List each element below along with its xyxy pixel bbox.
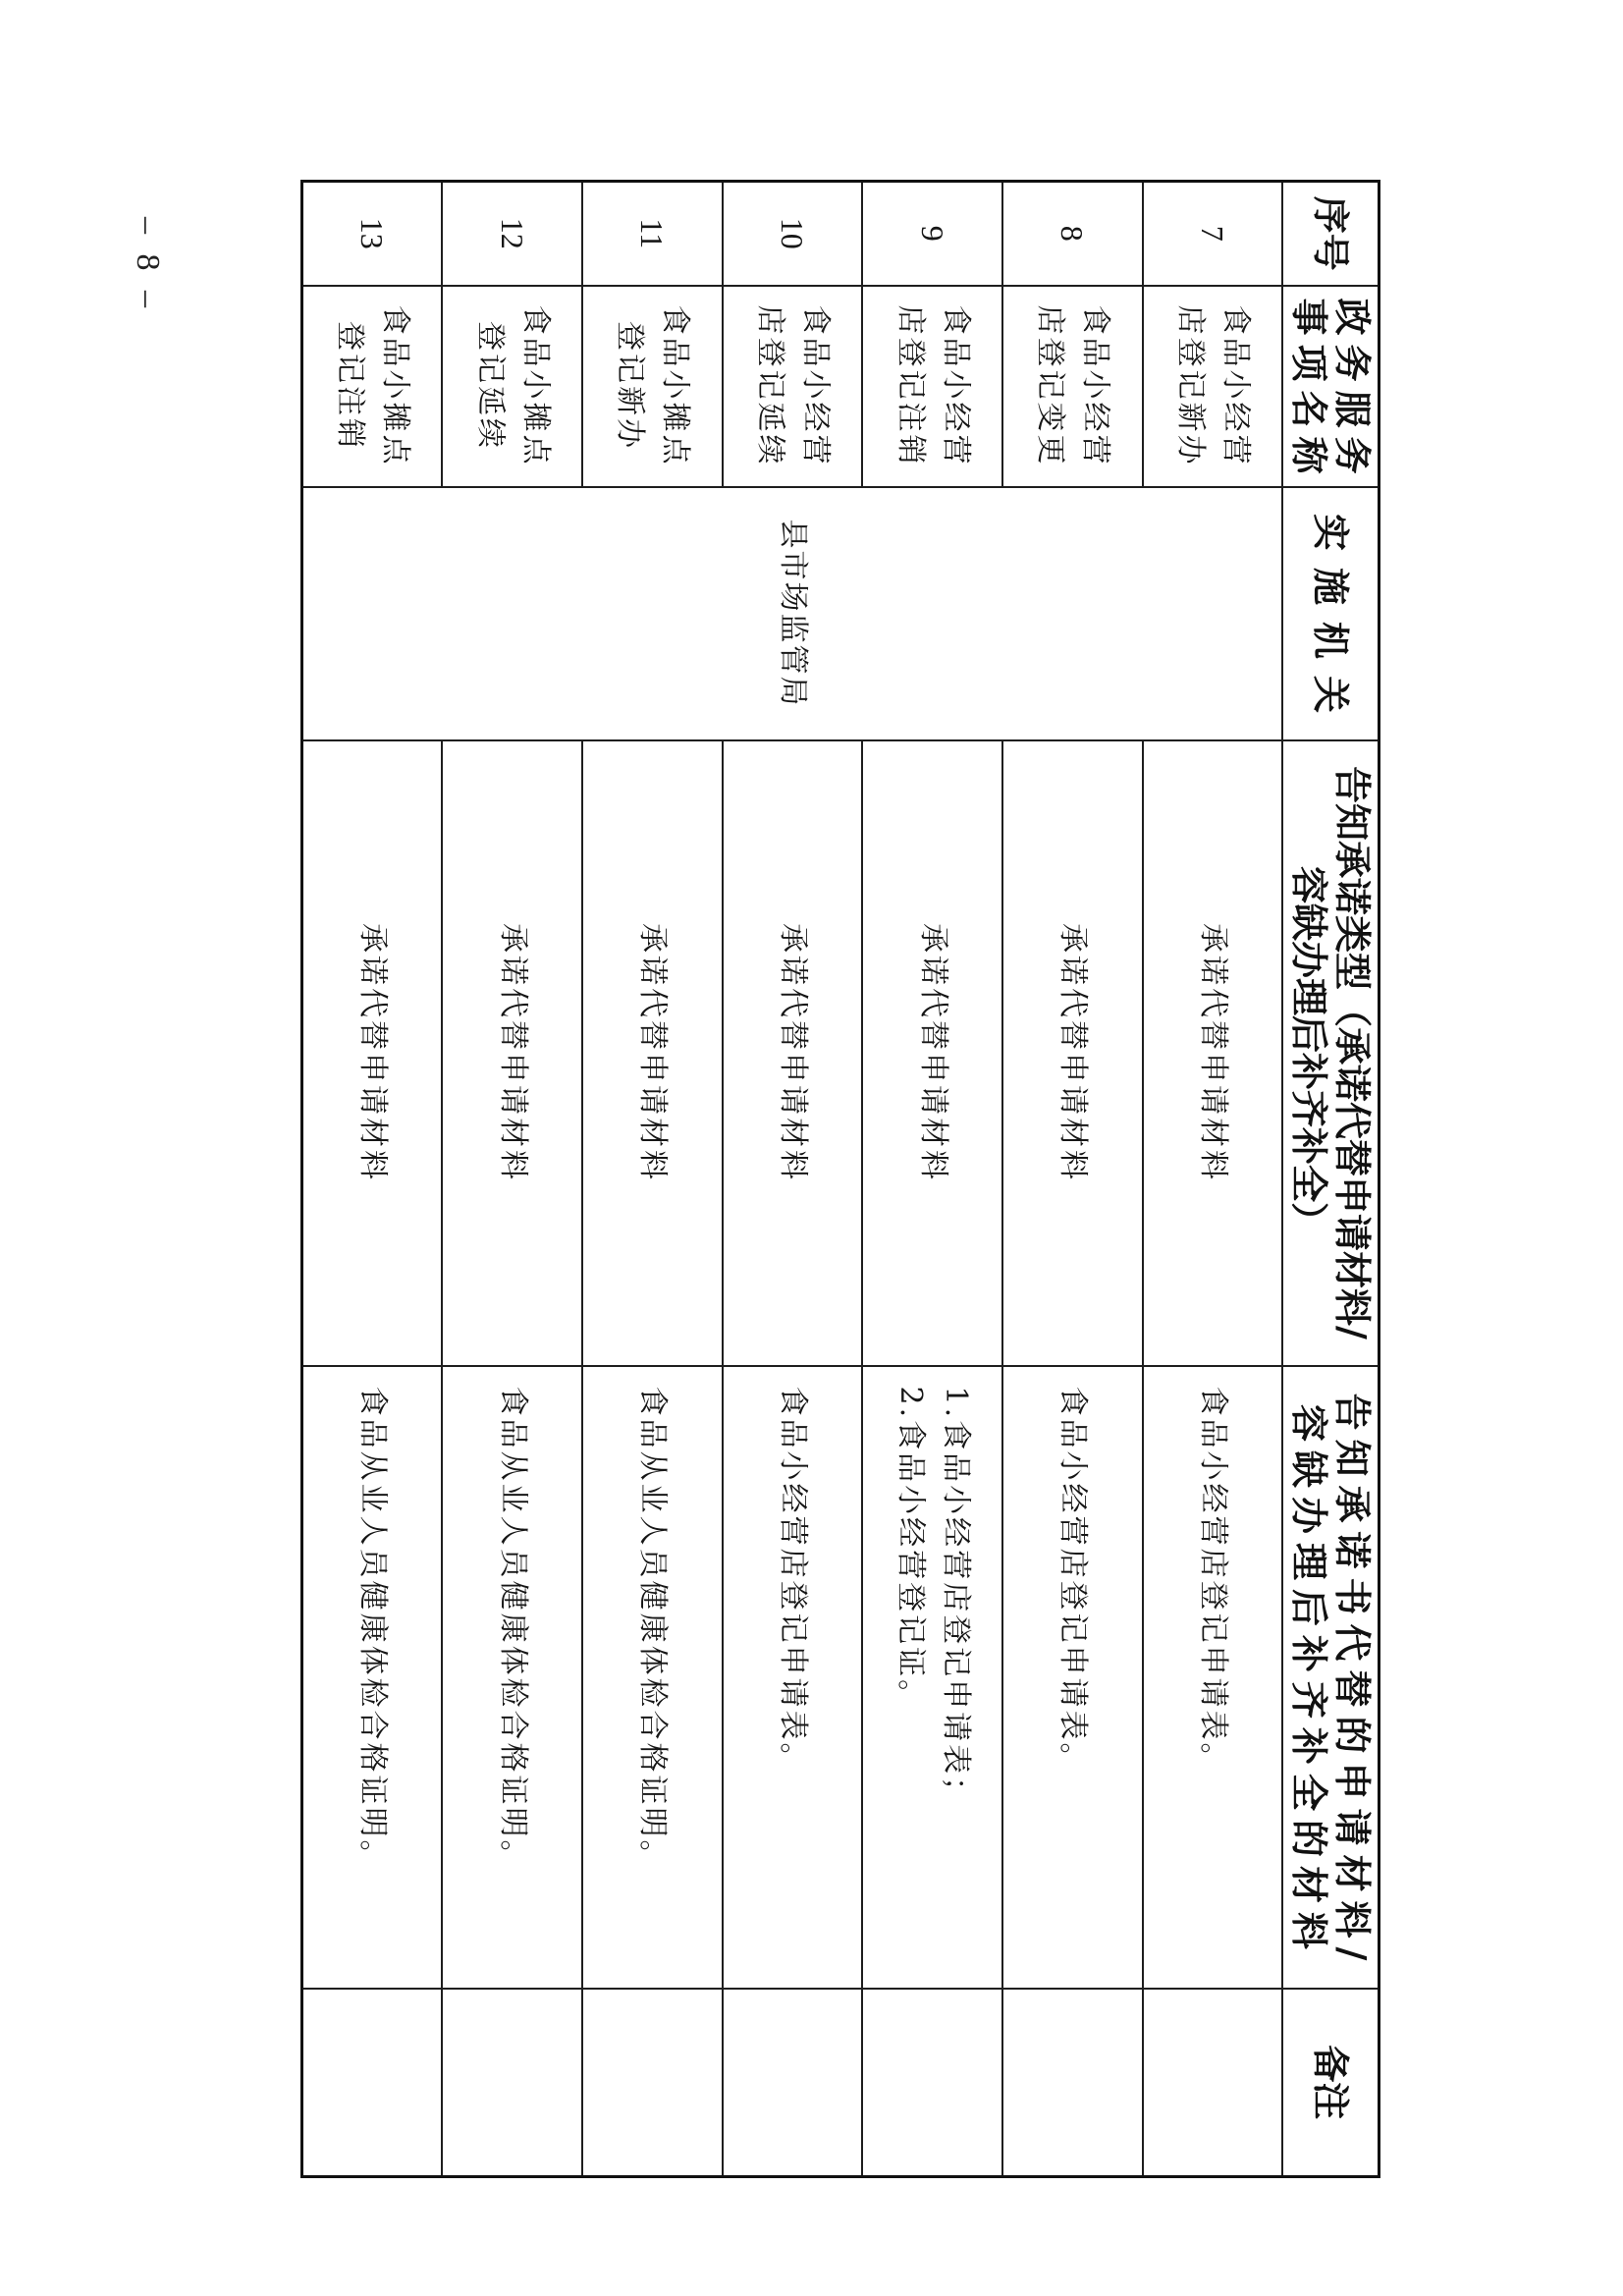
materials-cell — [723, 1366, 863, 1989]
commitment-type-cell: 承诺代替申请材料 — [582, 740, 723, 1366]
seq-cell: 9 — [862, 182, 1002, 286]
remarks-cell — [862, 1989, 1002, 2177]
commitment-type-cell: 承诺代替申请材料 — [442, 740, 582, 1366]
seq-cell: 10 — [723, 182, 863, 286]
agency-cell: 县市场监管局 — [302, 487, 1283, 740]
materials-cell — [862, 1366, 1002, 1989]
commitment-type-cell: 承诺代替申请材料 — [1143, 740, 1283, 1366]
materials-cell — [1002, 1366, 1143, 1989]
service-name-line: 店登记注销 — [893, 304, 928, 467]
materials-line: 食品从业人员健康体检合格证明。 — [355, 1386, 391, 1873]
table-row — [1002, 182, 1143, 2177]
service-name-line: 食品小摊点 — [378, 304, 413, 467]
remarks-cell — [1143, 1989, 1283, 2177]
materials-cell — [302, 1366, 443, 1989]
service-name-line: 食品小摊点 — [658, 304, 693, 467]
service-name-line: 店登记新办 — [1173, 304, 1209, 467]
materials-cell — [1143, 1366, 1283, 1989]
service-name-line: 店登记延续 — [753, 304, 788, 467]
materials-line: 食品小经营店登记申请表。 — [1055, 1386, 1091, 1776]
table-row — [582, 182, 723, 2177]
header-line: 容缺办理后补齐补全的材料 — [1287, 1403, 1331, 1958]
remarks-cell — [723, 1989, 863, 2177]
service-name-cell — [1002, 286, 1143, 487]
header-materials — [1283, 1366, 1380, 1989]
header-line: 容缺办理后补齐补全） — [1287, 865, 1331, 1239]
header-line: 告知承诺书代替的申请材料/ — [1330, 1393, 1375, 1970]
table-row — [1143, 182, 1283, 2177]
service-name-cell — [1143, 286, 1283, 487]
service-name-cell — [302, 286, 443, 487]
header-line: 告知承诺类型（承诺代替申请材料/ — [1330, 766, 1375, 1339]
page-number: – 8 – — [130, 217, 166, 313]
header-remarks: 备注 — [1283, 1989, 1380, 2177]
seq-cell: 13 — [302, 182, 443, 286]
remarks-cell — [302, 1989, 443, 2177]
header-line: 政务服务 — [1330, 298, 1375, 483]
service-name-line: 食品小经营 — [798, 304, 834, 467]
service-name-line: 登记注销 — [333, 321, 368, 451]
commitment-table — [300, 180, 1380, 2178]
service-name-line: 食品小摊点 — [517, 304, 553, 467]
header-commitment-type — [1283, 740, 1380, 1366]
header-row — [1283, 182, 1380, 2177]
service-name-line: 食品小经营 — [1078, 304, 1113, 467]
materials-cell — [442, 1366, 582, 1989]
header-seq: 序号 — [1283, 182, 1380, 286]
seq-cell: 7 — [1143, 182, 1283, 286]
remarks-cell — [582, 1989, 723, 2177]
seq-cell: 12 — [442, 182, 582, 286]
service-name-line: 登记新办 — [613, 321, 648, 451]
service-name-cell — [723, 286, 863, 487]
service-name-line: 食品小经营 — [938, 304, 973, 467]
commitment-type-cell: 承诺代替申请材料 — [302, 740, 443, 1366]
seq-cell: 8 — [1002, 182, 1143, 286]
materials-line: 食品从业人员健康体检合格证明。 — [495, 1386, 530, 1873]
seq-cell: 11 — [582, 182, 723, 286]
materials-line: 食品小经营店登记申请表。 — [1196, 1386, 1231, 1776]
header-service-name — [1283, 286, 1380, 487]
service-name-line: 食品小经营 — [1218, 304, 1254, 467]
materials-line: 食品小经营店登记申请表。 — [776, 1386, 811, 1776]
service-name-cell — [862, 286, 1002, 487]
commitment-type-cell: 承诺代替申请材料 — [1002, 740, 1143, 1366]
commitment-type-cell: 承诺代替申请材料 — [862, 740, 1002, 1366]
service-name-line: 店登记变更 — [1033, 304, 1068, 467]
service-name-line: 登记延续 — [472, 321, 508, 451]
remarks-cell — [1002, 1989, 1143, 2177]
remarks-cell — [442, 1989, 582, 2177]
header-agency: 实施机关 — [1283, 487, 1380, 740]
materials-line: 食品从业人员健康体检合格证明。 — [635, 1386, 671, 1873]
materials-cell — [582, 1366, 723, 1989]
service-name-cell — [582, 286, 723, 487]
table-row — [862, 182, 1002, 2177]
service-name-cell — [442, 286, 582, 487]
table-row — [442, 182, 582, 2177]
header-line: 事项名称 — [1287, 298, 1331, 483]
materials-line: 1.食品小经营店登记申请表； — [938, 1386, 973, 1810]
materials-line: 2.食品小经营登记证。 — [893, 1386, 928, 1713]
commitment-type-cell: 承诺代替申请材料 — [723, 740, 863, 1366]
table-row — [723, 182, 863, 2177]
table-row — [302, 182, 443, 2177]
